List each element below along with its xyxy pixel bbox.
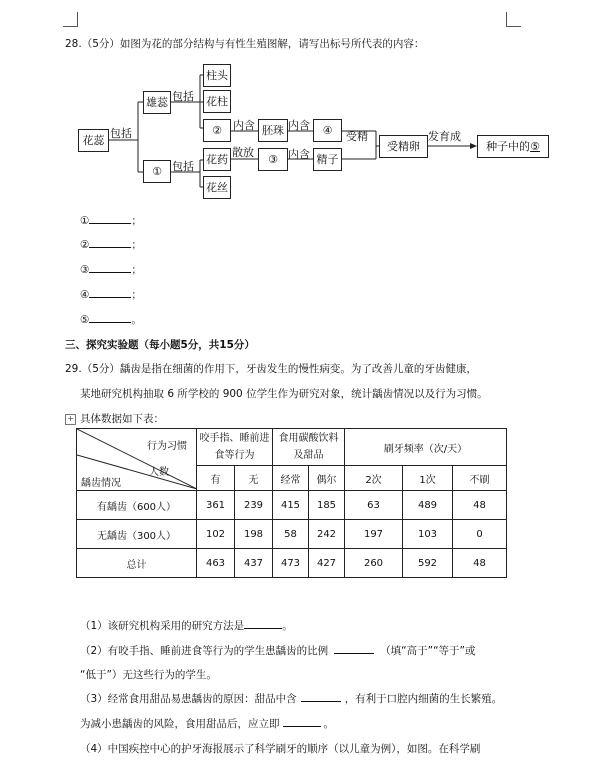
label-fayucheng: 发育成 [428, 130, 461, 143]
table-cell: 48 [453, 491, 507, 520]
box-n4: ④ [313, 119, 342, 142]
table-cell: 198 [235, 520, 273, 549]
table-cell: 239 [235, 491, 273, 520]
table-row [77, 520, 507, 549]
table-cell: 260 [345, 549, 403, 578]
q29-s2-line1: （2）有咬手指、睡前进食等行为的学生患龋齿的比例 （填“高于”“等于”或 [80, 645, 476, 657]
q28-stem: 28.（5分）如图为花的部分结构与有性生殖图解，请写出标号所代表的内容： [65, 38, 425, 50]
box-peizhu: 胚珠 [258, 119, 288, 142]
table-cell: 103 [403, 520, 453, 549]
label-neihan-3: 内含 [288, 148, 310, 161]
box-n2: ② [203, 119, 231, 142]
corner-mid-label: 人数 [149, 467, 169, 478]
answer-blank-1[interactable] [89, 223, 131, 224]
blank-s1[interactable] [244, 628, 282, 629]
zhongzi-n5: ⑤ [530, 140, 540, 153]
answer-blank-3[interactable] [89, 272, 131, 273]
table-row [77, 549, 507, 578]
table-cell: 63 [345, 491, 403, 520]
table-cell: 437 [235, 549, 273, 578]
caries-data-table [76, 428, 507, 578]
box-shoujingluan: 受精卵 [379, 135, 428, 158]
table-cell: 102 [197, 520, 235, 549]
sub-header: 无 [235, 466, 273, 491]
q29-line2: 某地研究机构抽取 6 所学校的 900 位学生作为研究对象，统计龋齿情况以及行为习惯。 [80, 388, 488, 400]
table-cell: 415 [273, 491, 309, 520]
section-3-heading: 三、探究实验题（每小题5分，共15分） [65, 339, 255, 351]
header-soda: 食用碳酸饮料及甜品 [273, 429, 345, 466]
table-cell: 185 [309, 491, 345, 520]
sub-header: 不刷 [453, 466, 507, 491]
box-n3: ③ [258, 148, 288, 171]
table-cell: 58 [273, 520, 309, 549]
label-neihan-1: 内含 [233, 119, 255, 132]
corner-top-label: 行为习惯 [147, 441, 187, 452]
label-baokuo-2: 包括 [172, 90, 194, 103]
label-baokuo-1: 包括 [110, 127, 132, 140]
label-neihan-2: 内含 [288, 119, 310, 132]
answer-blank-5[interactable] [89, 322, 131, 323]
header-habit: 咬手指、睡前进食等行为 [197, 429, 273, 466]
q29-s4: （4）中国疾控中心的护牙海报展示了科学刷牙的顺序（以儿童为例），如图。在科学刷 [80, 743, 481, 755]
q29-s2-line2: “低于”）无这些行为的学生。 [80, 669, 217, 681]
table-cell: 592 [403, 549, 453, 578]
answer-line-5: ⑤ 。 [80, 314, 142, 326]
sub-header: 1次 [403, 466, 453, 491]
label-shoujing: 受精 [346, 130, 368, 143]
box-huarui: 花蕊 [78, 129, 109, 152]
box-zhongzi [477, 135, 549, 158]
label-sanfang: 散放 [232, 146, 254, 159]
answer-blank-2[interactable] [89, 247, 131, 248]
sub-header: 2次 [345, 466, 403, 491]
q29-line3: 具体数据如下表： [80, 413, 164, 425]
box-n1: ① [143, 160, 171, 183]
q29-s1: （1）该研究机构采用的研究方法是 。 [80, 620, 293, 632]
q29-s3-line2: 为减小患龋齿的风险，食用甜品后，应立即 。 [80, 718, 334, 730]
box-cirui: 雄蕊 [143, 91, 171, 114]
box-zhutou: 柱头 [203, 64, 231, 87]
box-huazhu: 花柱 [203, 90, 231, 113]
answer-blank-4[interactable] [89, 297, 131, 298]
blank-s3a[interactable] [301, 701, 341, 702]
table-corner-cell [77, 429, 197, 491]
sub-header: 经常 [273, 466, 309, 491]
corner-bottom-label: 龋齿情况 [81, 478, 121, 489]
box-huayao: 花药 [203, 148, 231, 171]
table-cell: 473 [273, 549, 309, 578]
table-row [77, 491, 507, 520]
answer-line-3: ③ ； [80, 264, 142, 276]
row-label: 无龋齿（300人） [77, 520, 197, 549]
sub-header: 有 [197, 466, 235, 491]
table-cell: 361 [197, 491, 235, 520]
q29-line1: 29.（5分）龋齿是指在细菌的作用下，牙齿发生的慢性病变。为了改善儿童的牙齿健康， [65, 363, 477, 375]
table-cell: 48 [453, 549, 507, 578]
table-cell: 427 [309, 549, 345, 578]
table-cell: 489 [403, 491, 453, 520]
label-baokuo-3: 包括 [172, 160, 194, 173]
sub-header: 偶尔 [309, 466, 345, 491]
header-brushing: 刷牙频率（次/天） [345, 429, 507, 466]
box-jingzi: 精子 [313, 148, 342, 171]
table-cell: 197 [345, 520, 403, 549]
zhongzi-prefix: 种子中的 [486, 140, 531, 153]
table-cell: 242 [309, 520, 345, 549]
blank-s2[interactable] [334, 653, 374, 654]
q29-s3-line1: （3）经常食用甜品易患龋齿的原因：甜品中含 ，有利于口腔内细菌的生长繁殖。 [80, 693, 503, 705]
answer-line-1: ① ； [80, 215, 142, 227]
box-huasi: 花丝 [203, 176, 231, 199]
blank-s3b[interactable] [283, 726, 321, 727]
row-label: 总计 [77, 549, 197, 578]
table-cell: 463 [197, 549, 235, 578]
answer-line-2: ② ； [80, 239, 142, 251]
table-cell: 0 [453, 520, 507, 549]
table-move-handle-icon[interactable]: + [65, 414, 76, 425]
row-label: 有龋齿（600人） [77, 491, 197, 520]
answer-line-4: ④ ； [80, 289, 142, 301]
